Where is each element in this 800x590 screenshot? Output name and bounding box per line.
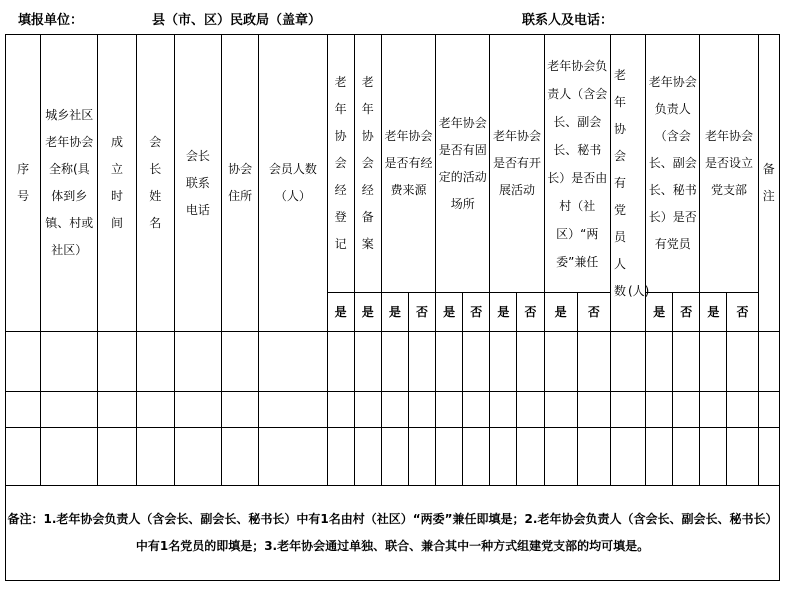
input-cell[interactable] xyxy=(259,332,327,392)
header-row xyxy=(6,35,780,293)
input-cell[interactable] xyxy=(490,332,517,392)
input-cell[interactable] xyxy=(727,428,758,486)
reporting-unit-label: 填报单位： xyxy=(18,13,84,28)
leader-party-yes: 是 xyxy=(646,293,673,332)
filed-yes: 是 xyxy=(354,293,381,332)
input-cell[interactable] xyxy=(174,392,221,428)
funding-no: 否 xyxy=(408,293,435,332)
footnote-text: 备注：1.老年协会负责人（含会长、副会长、秘书长）中有1名由村（社区）“两委”兼任即填是；2.老年协会负责人（含会长、副会长、秘书长）中有1名党员的即填是；3.老年协会通过单独、联合、兼合其中一种方式组建党支部的均可填是。 xyxy=(6,486,780,581)
input-cell[interactable] xyxy=(544,332,577,392)
col-header-party-count: 老年协会有党员人数 (人) xyxy=(610,35,645,332)
input-cell[interactable] xyxy=(6,392,41,428)
input-cell[interactable] xyxy=(758,332,779,392)
concurrent-yes: 是 xyxy=(544,293,577,332)
col-header-branch: 老年协会是否设立党支部 xyxy=(700,35,758,293)
input-cell[interactable] xyxy=(517,428,544,486)
registered-yes: 是 xyxy=(327,293,354,332)
leader-party-no: 否 xyxy=(673,293,700,332)
col-header-founded: 成立时间 xyxy=(98,35,136,332)
input-cell[interactable] xyxy=(222,392,259,428)
input-cell[interactable] xyxy=(41,428,98,486)
col-header-members: 会员人数（人） xyxy=(259,35,327,332)
input-cell[interactable] xyxy=(327,428,354,486)
input-cell[interactable] xyxy=(136,428,174,486)
input-cell[interactable] xyxy=(174,428,221,486)
input-cell[interactable] xyxy=(98,428,136,486)
input-cell[interactable] xyxy=(136,392,174,428)
col-header-leader-party: 老年协会负责人（含会长、副会长、秘书长）是否有党员 xyxy=(646,35,700,293)
input-cell[interactable] xyxy=(408,428,435,486)
col-header-association-name: 城乡社区老年协会全称(具体到乡镇、村或社区） xyxy=(41,35,98,332)
input-cell[interactable] xyxy=(354,392,381,428)
concurrent-no: 否 xyxy=(577,293,610,332)
input-cell[interactable] xyxy=(6,428,41,486)
input-cell[interactable] xyxy=(136,332,174,392)
input-cell[interactable] xyxy=(222,332,259,392)
input-cell[interactable] xyxy=(327,332,354,392)
input-cell[interactable] xyxy=(463,332,490,392)
input-cell[interactable] xyxy=(758,392,779,428)
col-header-president: 会长姓名 xyxy=(136,35,174,332)
association-form-table xyxy=(5,34,780,581)
input-cell[interactable] xyxy=(758,428,779,486)
input-cell[interactable] xyxy=(408,332,435,392)
col-header-registered: 老年协会经登记 xyxy=(327,35,354,293)
input-cell[interactable] xyxy=(259,392,327,428)
branch-yes: 是 xyxy=(700,293,727,332)
input-cell[interactable] xyxy=(408,392,435,428)
col-header-venue: 老年协会是否有固定的活动场所 xyxy=(436,35,490,293)
input-cell[interactable] xyxy=(673,428,700,486)
footnote-row xyxy=(6,486,780,581)
col-header-phone: 会长联系电话 xyxy=(174,35,221,332)
col-header-funding: 老年协会是否有经费来源 xyxy=(381,35,435,293)
input-cell[interactable] xyxy=(41,392,98,428)
input-cell[interactable] xyxy=(98,392,136,428)
input-cell[interactable] xyxy=(436,392,463,428)
col-header-activities: 老年协会是否有开展活动 xyxy=(490,35,544,293)
input-cell[interactable] xyxy=(436,332,463,392)
input-cell[interactable] xyxy=(41,332,98,392)
input-cell[interactable] xyxy=(700,392,727,428)
input-cell[interactable] xyxy=(98,332,136,392)
input-cell[interactable] xyxy=(577,428,610,486)
input-cell[interactable] xyxy=(517,332,544,392)
table-row xyxy=(6,332,780,392)
party-count-unit: (人) xyxy=(627,283,650,298)
input-cell[interactable] xyxy=(490,392,517,428)
activities-no: 否 xyxy=(517,293,544,332)
input-cell[interactable] xyxy=(174,332,221,392)
input-cell[interactable] xyxy=(517,392,544,428)
input-cell[interactable] xyxy=(354,332,381,392)
input-cell[interactable] xyxy=(463,428,490,486)
input-cell[interactable] xyxy=(673,332,700,392)
col-header-concurrent: 老年协会负责人（含会长、副会长、秘书长）是否由村（社区）“两委”兼任 xyxy=(544,35,610,293)
table-row xyxy=(6,392,780,428)
col-header-seq: 序号 xyxy=(6,35,41,332)
input-cell[interactable] xyxy=(727,392,758,428)
input-cell[interactable] xyxy=(544,392,577,428)
input-cell[interactable] xyxy=(610,428,645,486)
input-cell[interactable] xyxy=(381,332,408,392)
input-cell[interactable] xyxy=(577,392,610,428)
input-cell[interactable] xyxy=(646,428,673,486)
input-cell[interactable] xyxy=(6,332,41,392)
input-cell[interactable] xyxy=(610,392,645,428)
input-cell[interactable] xyxy=(327,392,354,428)
civil-affairs-bureau-label: 县（市、区）民政局（盖章） xyxy=(152,13,322,28)
input-cell[interactable] xyxy=(381,428,408,486)
input-cell[interactable] xyxy=(727,332,758,392)
input-cell[interactable] xyxy=(700,332,727,392)
input-cell[interactable] xyxy=(700,428,727,486)
input-cell[interactable] xyxy=(381,392,408,428)
input-cell[interactable] xyxy=(354,428,381,486)
col-header-address: 协会住所 xyxy=(222,35,259,332)
input-cell[interactable] xyxy=(259,428,327,486)
input-cell[interactable] xyxy=(577,332,610,392)
input-cell[interactable] xyxy=(463,392,490,428)
funding-yes: 是 xyxy=(381,293,408,332)
input-cell[interactable] xyxy=(436,428,463,486)
input-cell[interactable] xyxy=(490,428,517,486)
contact-label: 联系人及电话： xyxy=(522,13,614,28)
input-cell[interactable] xyxy=(544,428,577,486)
input-cell[interactable] xyxy=(673,392,700,428)
col-header-filed: 老年协会经备案 xyxy=(354,35,381,293)
branch-no: 否 xyxy=(727,293,758,332)
table-row xyxy=(6,428,780,486)
venue-no: 否 xyxy=(463,293,490,332)
venue-yes: 是 xyxy=(436,293,463,332)
input-cell[interactable] xyxy=(610,332,645,392)
col-header-remark: 备注 xyxy=(758,35,779,332)
input-cell[interactable] xyxy=(646,392,673,428)
input-cell[interactable] xyxy=(646,332,673,392)
input-cell[interactable] xyxy=(222,428,259,486)
activities-yes: 是 xyxy=(490,293,517,332)
